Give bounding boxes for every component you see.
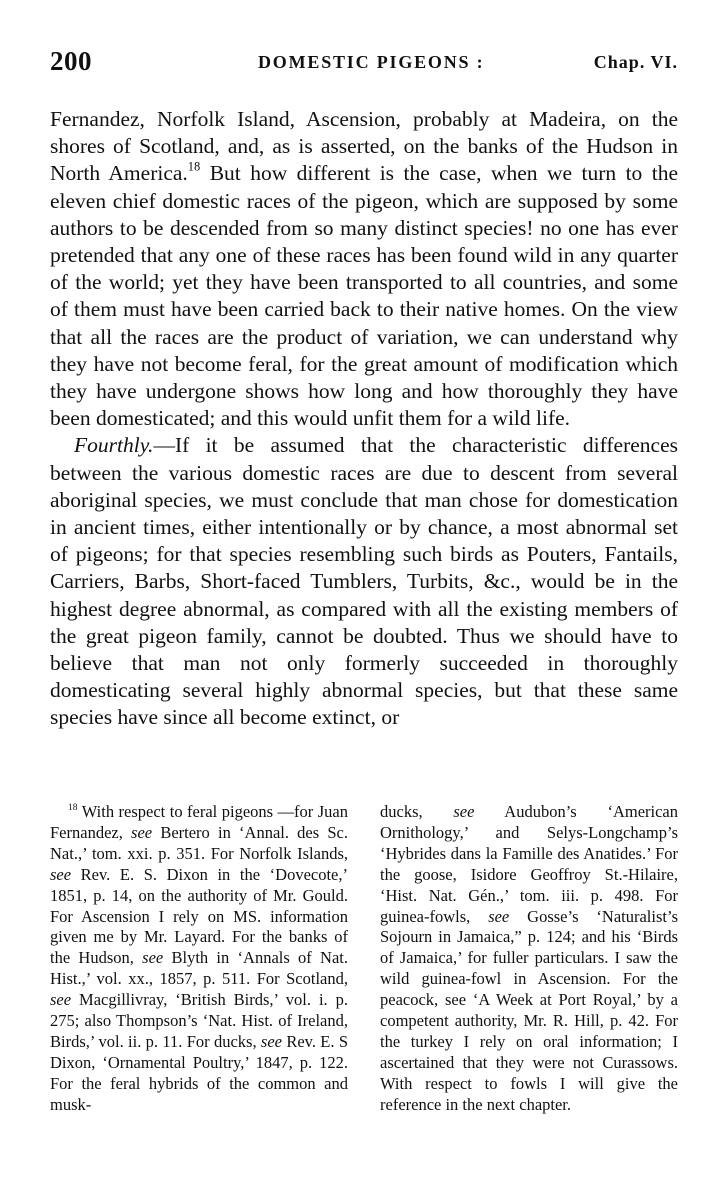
footnote-18-right	[380, 802, 678, 1116]
paragraph-1-part-a: Fernandez, Norfolk Island, Ascension, probably at Madeira, on the shores of Scotland, and, as is asserted, on the banks of the Hudson in North America.	[50, 107, 678, 186]
paragraph-1-part-b: But how different is the case, when we turn to the eleven chief domestic races of the pigeon, which are supposed by some authors to be descended from so many distinct species! no one has ever pretended that any one of these races has been found wild in any quarter of the world; yet they have been transported to all countries, and some of them must have been carried back to their native homes. On the view that all the races are the product of variation, we can understand why they have not become feral, for the great amount of modification which they have undergone shows how long and how thoroughly they have been domesticated; and this would unfit them for a wild life.	[50, 161, 678, 431]
fn-left-seg: Rev. E. S. Dixon in the ‘Dovecote,’ 1851, p. 14, on the authority of Mr. Gould. For Ascension I rely on MS. information given me by Mr. Layard. For the banks of the Hudson,	[50, 864, 348, 968]
fn-left-see: see	[50, 864, 72, 884]
fn-left-see: see	[142, 948, 164, 968]
fn-left-seg: Blyth in ‘Annals of Nat. Hist.,’ vol. xx., 1857, p. 511. For Scotland,	[50, 948, 348, 989]
page-number: 200	[50, 46, 92, 76]
footnote-column-right	[380, 802, 678, 1116]
fn-right-seg: Gosse’s ‘Naturalist’s Sojourn in Jamaica,” p. 124; and his ‘Birds of Jamaica,’ for fuller particulars. I saw the wild guinea-fowl in Ascension. For the peacock, see ‘A Week at Port Royal,’ by a competent authority, Mr. R. Hill, p. 42. For the turkey I rely on oral information; I ascertained that they were not Curassows. With respect to fowls I will give the reference in the next chapter.	[380, 906, 678, 1114]
main-text	[50, 106, 678, 732]
fn-right-seg: Audubon’s ‘American Ornithology,’ and Selys-Longchamp’s ‘Hybrides dans la Famille des Anatides.’ For the goose, Isidore Geoffroy St.-Hilaire, ‘Hist. Nat. Gén.,’ tom. iii. p. 498. For guinea-fowls,	[380, 802, 678, 926]
fn-left-seg: Bertero in ‘Annal. des Sc. Nat.,’ tom. xxi. p. 351. For Norfolk Islands,	[50, 822, 349, 863]
fn-left-see: see	[50, 990, 72, 1010]
footnote-18-left	[50, 802, 348, 1116]
page-header	[50, 42, 678, 84]
footnote-column-left	[50, 802, 348, 1116]
fn-right-seg: ducks,	[380, 802, 454, 821]
fn-right-see: see	[453, 802, 475, 821]
fn-left-see: see	[260, 1031, 282, 1051]
footnote-area	[50, 802, 678, 1116]
paragraph-2-lead: Fourthly.	[74, 433, 154, 458]
fn-left-see: see	[131, 822, 153, 842]
footnote-reference: 18	[187, 160, 201, 175]
fn-left-seg: With respect to feral pigeons —for Juan Fernandez,	[50, 802, 348, 842]
footnote-marker: 18	[68, 801, 78, 813]
fn-right-see: see	[488, 906, 510, 926]
paragraph-2-text: —If it be assumed that the characteristic differences between the various domestic races are due to descent from several aboriginal species, we must conclude that man chose for domestication in ancient times, either intentionally or by chance, a most abnormal set of pigeons; for that species resembling such birds as Pouters, Fantails, Carriers, Barbs, Short-faced Tumblers, Turbits, &c., would be in the highest degree abnormal, as compared with all the existing members of the great pigeon family, cannot be doubted. Thus we should have to believe that man not only formerly succeeded in thoroughly domesticating several highly abnormal species, but that these same species have since all become extinct, or	[50, 433, 678, 730]
paragraph-1	[50, 106, 678, 432]
fn-left-seg: Rev. E. S Dixon, ‘Ornamental Poultry,’ 1847, p. 122. For the feral hybrids of the common and musk-	[50, 1031, 348, 1114]
book-page	[50, 42, 678, 732]
chapter-label: Chap. VI.	[593, 52, 678, 72]
paragraph-2	[50, 432, 678, 731]
running-title: DOMESTIC PIGEONS :	[258, 52, 485, 72]
fn-left-seg: Macgillivray, ‘British Birds,’ vol. i. p. 275; also Thompson’s ‘Nat. Hist. of Ireland, Birds,’ vol. ii. p. 11. For ducks,	[50, 990, 348, 1051]
